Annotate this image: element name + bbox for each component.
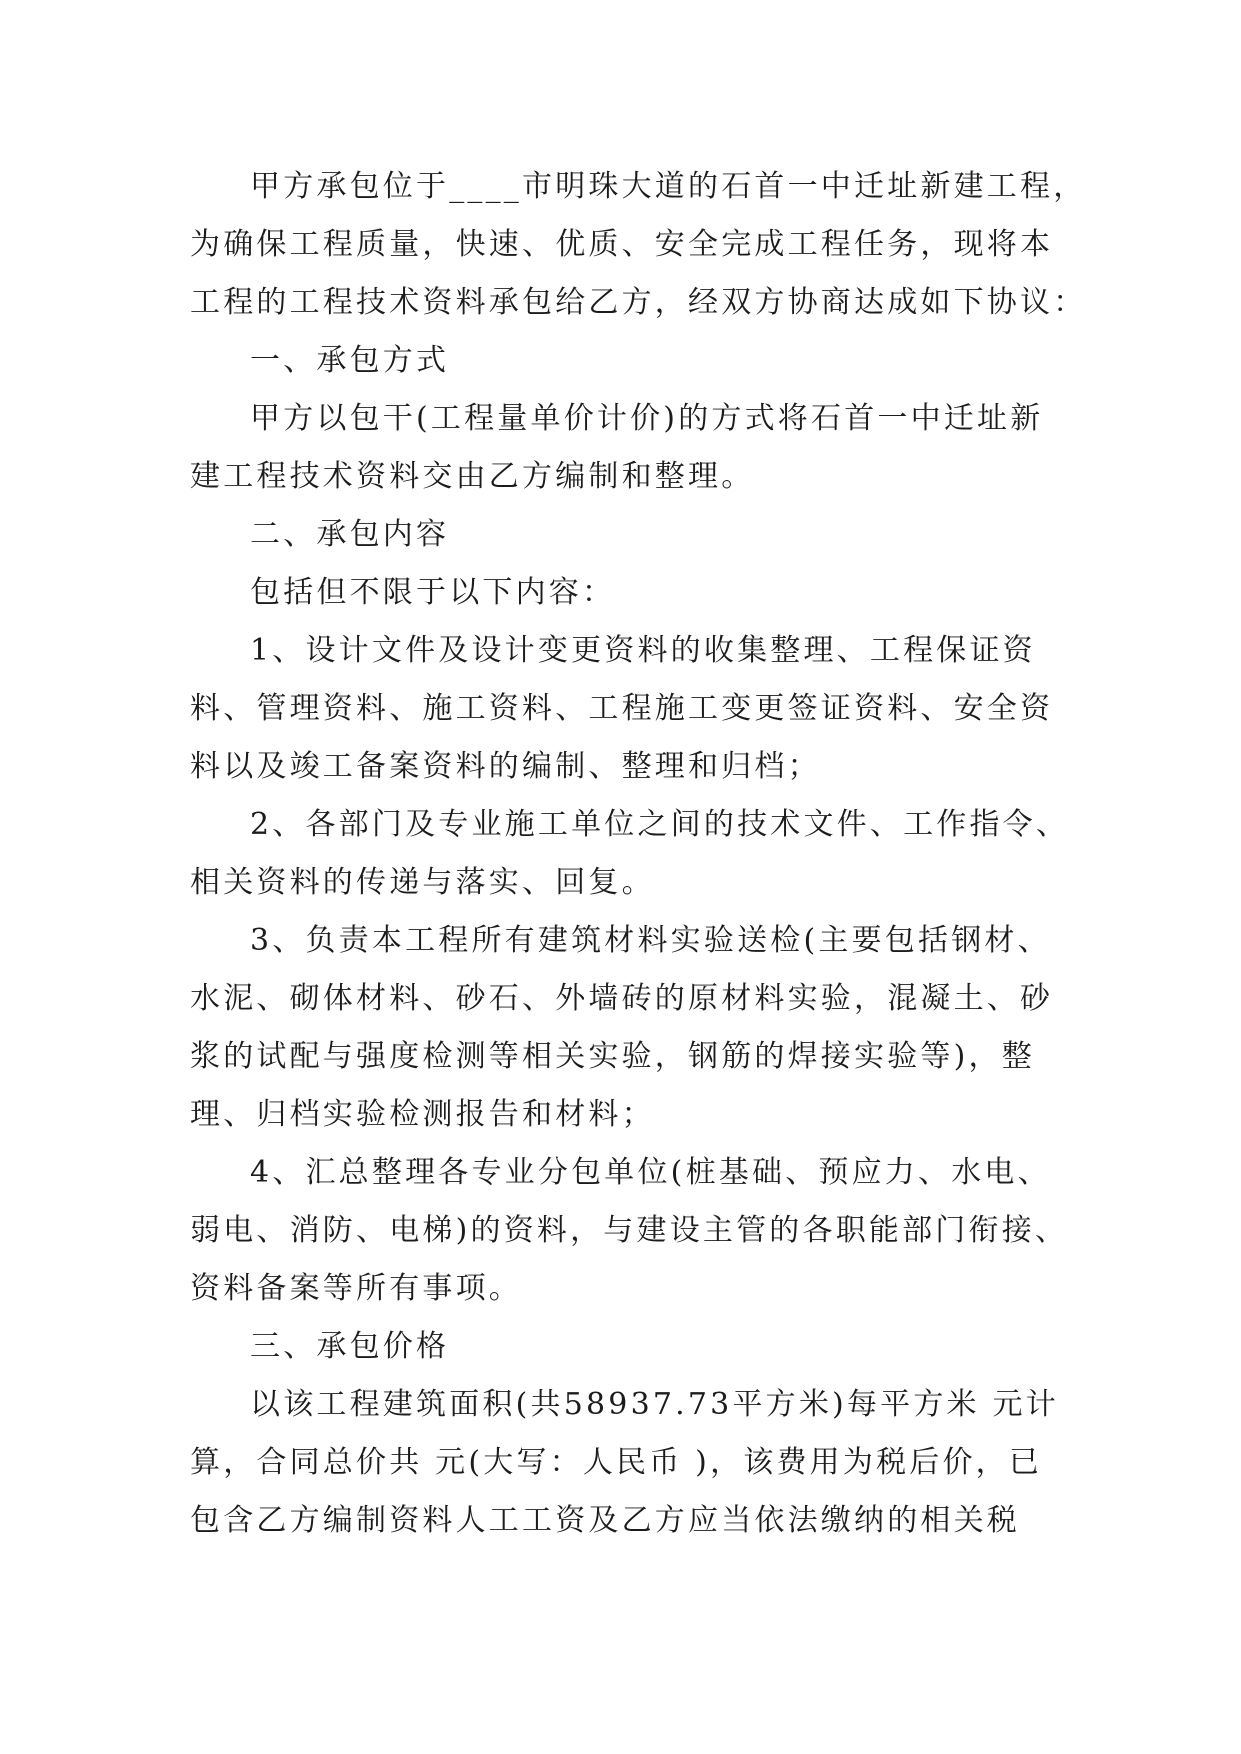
- list-item-line: 水泥、砌体材料、砂石、外墙砖的原材料实验，混凝土、砂: [190, 981, 1054, 1016]
- list-item-line: 相关资料的传递与落实、回复。: [190, 865, 655, 900]
- paragraph-line: 为确保工程质量，快速、优质、安全完成工程任务，现将本: [190, 227, 1054, 262]
- list-item-line: 浆的试配与强度检测等相关实验，钢筋的焊接实验等)，整: [190, 1039, 1035, 1074]
- paragraph-line: 甲方承包位于____市明珠大道的石首一中迁址新建工程，: [250, 169, 1087, 204]
- paragraph-line: 工程的工程技术资料承包给乙方，经双方协商达成如下协议：: [190, 285, 1087, 320]
- list-item-line: 4、汇总整理各专业分包单位(桩基础、预应力、水电、: [250, 1155, 1051, 1190]
- list-item-line: 2、各部门及专业施工单位之间的技术文件、工作指令、: [250, 807, 1070, 842]
- list-item-line: 料以及竣工备案资料的编制、整理和归档；: [190, 749, 821, 784]
- document-body: [190, 158, 1087, 1550]
- list-item-line: 3、负责本工程所有建筑材料实验送检(主要包括钢材、: [250, 923, 1051, 958]
- list-item-line: 1、设计文件及设计变更资料的收集整理、工程保证资: [250, 633, 1036, 668]
- paragraph-line: 算，合同总价共 元(大写：人民币 )，该费用为税后价，已: [190, 1445, 1043, 1480]
- paragraph-line: 包含乙方编制资料人工工资及乙方应当依法缴纳的相关税: [190, 1503, 1020, 1538]
- section-heading: 一、承包方式: [250, 343, 450, 378]
- paragraph-line: 甲方以包干(工程量单价计价)的方式将石首一中迁址新: [250, 401, 1044, 436]
- section-heading: 二、承包内容: [250, 517, 450, 552]
- list-item-line: 弱电、消防、电梯)的资料，与建设主管的各职能部门衔接、: [190, 1213, 1069, 1248]
- paragraph-line: 建工程技术资料交由乙方编制和整理。: [190, 459, 755, 494]
- list-item-line: 资料备案等所有事项。: [190, 1271, 522, 1306]
- list-item-line: 理、归档实验检测报告和材料；: [190, 1097, 655, 1132]
- list-item-line: 料、管理资料、施工资料、工程施工变更签证资料、安全资: [190, 691, 1054, 726]
- paragraph-line: 以该工程建筑面积(共58937.73平方米)每平方米 元计: [250, 1387, 1059, 1422]
- paragraph-line: 包括但不限于以下内容：: [250, 575, 616, 610]
- section-heading: 三、承包价格: [250, 1329, 450, 1364]
